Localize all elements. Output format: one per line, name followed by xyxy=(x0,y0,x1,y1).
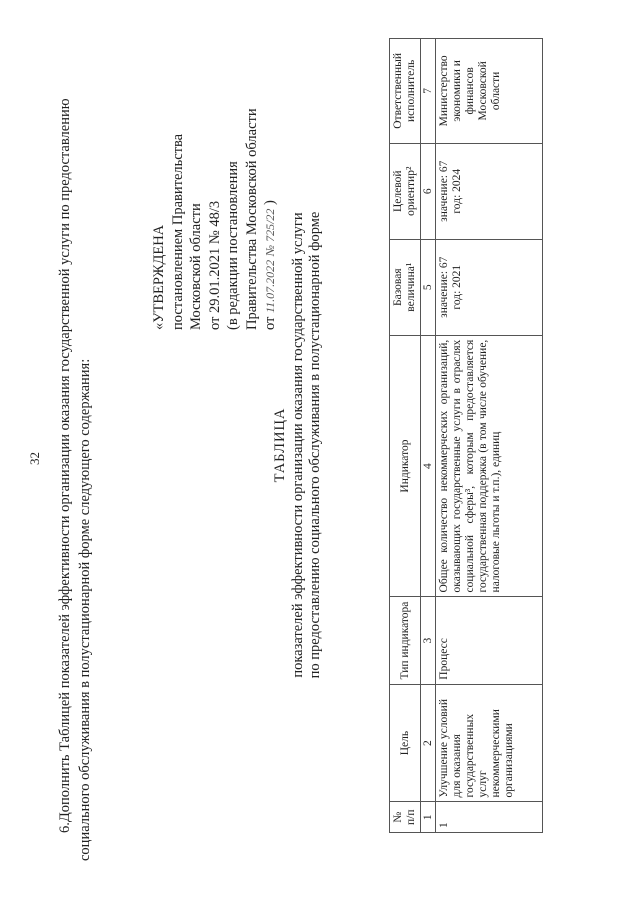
executor-cell: Министерство экономики и финансов Московской области xyxy=(436,39,543,144)
row-number: 1 xyxy=(436,802,543,833)
table-title xyxy=(272,85,324,805)
target-value-cell xyxy=(436,143,543,239)
table-row xyxy=(436,39,543,833)
handwritten-number: № 725/22 xyxy=(263,208,277,257)
indicators-table xyxy=(389,38,543,833)
column-number: 6 xyxy=(421,143,436,239)
header-cell: Базовая величина¹ xyxy=(390,239,421,335)
header-cell: № п/п xyxy=(390,802,421,833)
indicator-cell: Общее количество некоммерческих организаций, оказывающих государственные услуги в отраслях социальной сферы³, которым предоставляется государственная поддержка (в том числе обучение, налоговые льготы и т.п.), единиц xyxy=(436,335,543,597)
column-number: 4 xyxy=(421,335,436,597)
table-title-line: показателей эффективности организации оказания государственной услуги xyxy=(290,212,306,678)
column-number: 3 xyxy=(421,597,436,684)
header-cell: Целевой ориентир² xyxy=(390,143,421,239)
target-year: год: 2024 xyxy=(451,168,463,214)
table-title-head: ТАБЛИЦА xyxy=(272,407,288,483)
header-cell: Ответственный исполнитель xyxy=(390,39,421,144)
column-number: 7 xyxy=(421,39,436,144)
page-number: 32 xyxy=(27,452,42,465)
approved-line: «УТВЕРЖДЕНА xyxy=(151,224,167,330)
table-title-line: по предоставлению социального обслуживания в полустационарной форме xyxy=(307,211,323,679)
base-value: значение: 67 xyxy=(438,256,450,318)
table-header-row xyxy=(390,39,421,833)
column-number: 5 xyxy=(421,239,436,335)
column-number: 1 xyxy=(421,802,436,833)
target-value: значение: 67 xyxy=(438,160,450,222)
column-number: 2 xyxy=(421,684,436,802)
goal-cell: Улучшение условий для оказания государственных услуг некоммерческими организациями xyxy=(436,684,543,802)
column-number-row xyxy=(421,39,436,833)
header-cell: Тип индикатора xyxy=(390,597,421,684)
approved-line: Правительства Московской области xyxy=(243,108,260,330)
approved-line: постановлением Правительства xyxy=(169,133,186,330)
base-year: год: 2021 xyxy=(451,264,463,310)
approved-line: Московской области xyxy=(188,203,204,330)
indicator-type-cell: Процесс xyxy=(436,597,543,684)
handwritten-date: 11.07.2022 xyxy=(263,259,277,313)
approved-suffix: ) xyxy=(262,200,278,205)
approved-line: от 29.01.2021 № 48/3 xyxy=(206,200,223,330)
header-cell: Цель xyxy=(390,684,421,802)
approved-prefix: от xyxy=(262,316,278,330)
header-cell: Индикатор xyxy=(390,335,421,597)
base-value-cell xyxy=(436,239,543,335)
approval-stamp-text xyxy=(150,20,280,330)
approved-line: (в редакции постановления xyxy=(225,161,241,330)
intro-paragraph: 6.Дополнить Таблицей показателей эффективности организации оказания государственной услуги по предоставлению социального обслуживания в полустационарной форме следующего содержания: xyxy=(57,98,93,861)
